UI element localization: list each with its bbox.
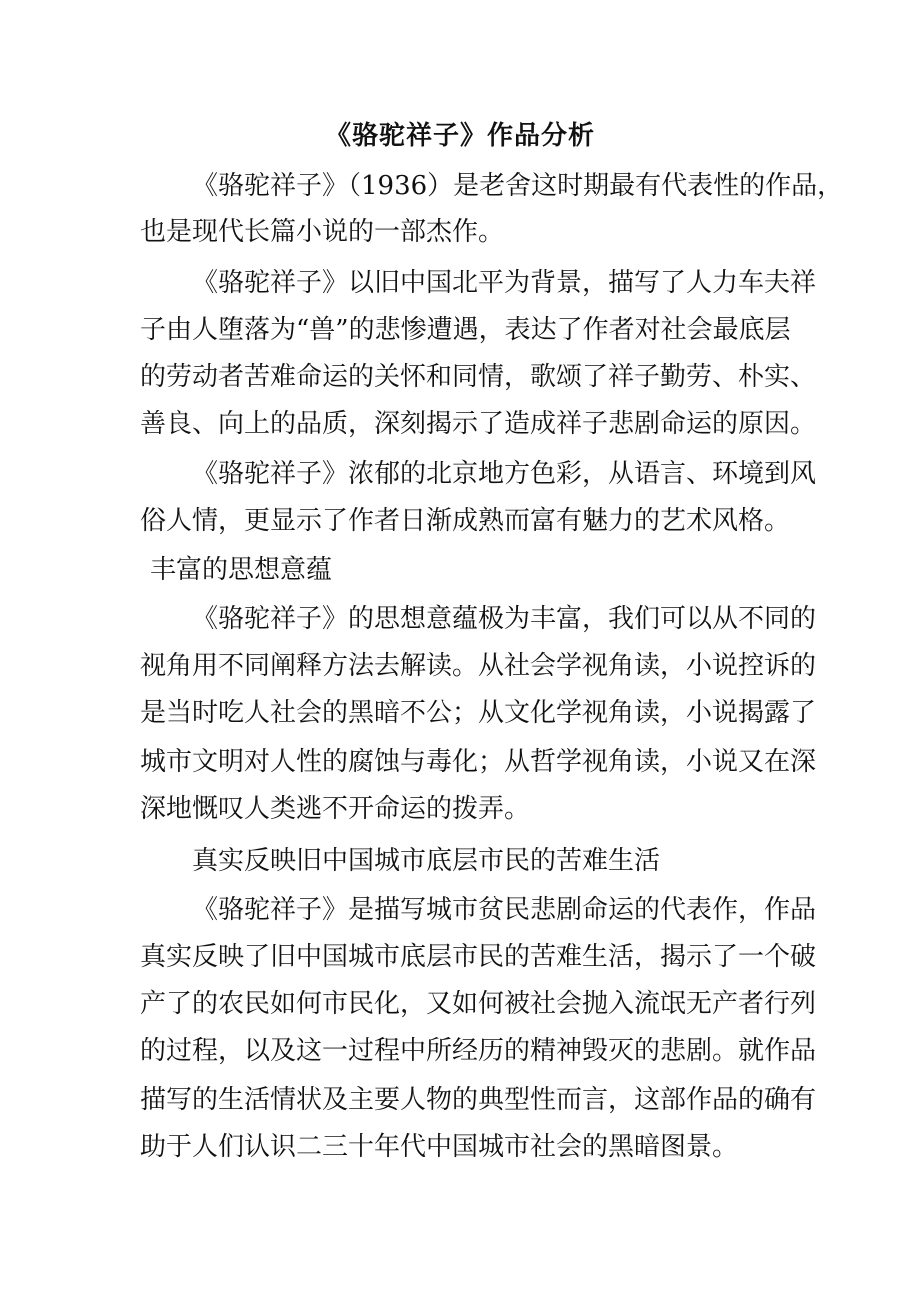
paragraph-2-line-2: 子由人堕落为“兽”的悲惨遭遇，表达了作者对社会最底层 [140,315,791,345]
paragraph-1-line-1: 《骆驼祥子》（1936）是老舍这时期最有代表性的作品， [192,171,844,201]
paragraph-4-line-1: 《骆驼祥子》的思想意蕴极为丰富，我们可以从不同的 [192,604,817,634]
section-heading-thought: 丰富的思想意蕴 [150,555,333,585]
paragraph-5-line-3: 产了的农民如何市民化，又如何被社会抛入流氓无产者行列 [140,989,817,1019]
paragraph-3-line-2: 俗人情，更显示了作者日渐成熟而富有魅力的艺术风格。 [140,506,791,536]
paragraph-4-line-3: 是当时吃人社会的黑暗不公；从文化学视角读，小说揭露了 [140,698,817,728]
paragraph-2-line-4: 善良、向上的品质，深刻揭示了造成祥子悲剧命运的原因。 [140,409,817,439]
paragraph-5-line-6: 助于人们认识二三十年代中国城市社会的黑暗图景。 [140,1132,739,1162]
section-heading-reality: 真实反映旧中国城市底层市民的苦难生活 [192,846,661,876]
paragraph-5-line-1: 《骆驼祥子》是描写城市贫民悲剧命运的代表作，作品 [192,895,817,925]
paragraph-5-line-4: 的过程，以及这一过程中所经历的精神毁灭的悲剧。就作品 [140,1036,817,1066]
paragraph-4-line-2: 视角用不同阐释方法去解读。从社会学视角读，小说控诉的 [140,651,817,681]
paragraph-1-line-2: 也是现代长篇小说的一部杰作。 [140,217,505,247]
paragraph-2-line-3: 的劳动者苦难命运的关怀和同情，歌颂了祥子勤劳、朴实、 [140,362,817,392]
paragraph-5-line-2: 真实反映了旧中国城市底层市民的苦难生活，揭示了一个破 [140,942,817,972]
document-title: 《骆驼祥子》作品分析 [324,121,595,151]
paragraph-3-line-1: 《骆驼祥子》浓郁的北京地方色彩，从语言、环境到风 [192,459,817,489]
paragraph-2-line-1: 《骆驼祥子》以旧中国北平为背景，描写了人力车夫祥 [192,268,817,298]
paragraph-4-line-5: 深地慨叹人类逃不开命运的拨弄。 [140,794,531,824]
paragraph-5-line-5: 描写的生活情状及主要人物的典型性而言，这部作品的确有 [140,1085,817,1115]
paragraph-4-line-4: 城市文明对人性的腐蚀与毒化；从哲学视角读，小说又在深 [140,747,817,777]
